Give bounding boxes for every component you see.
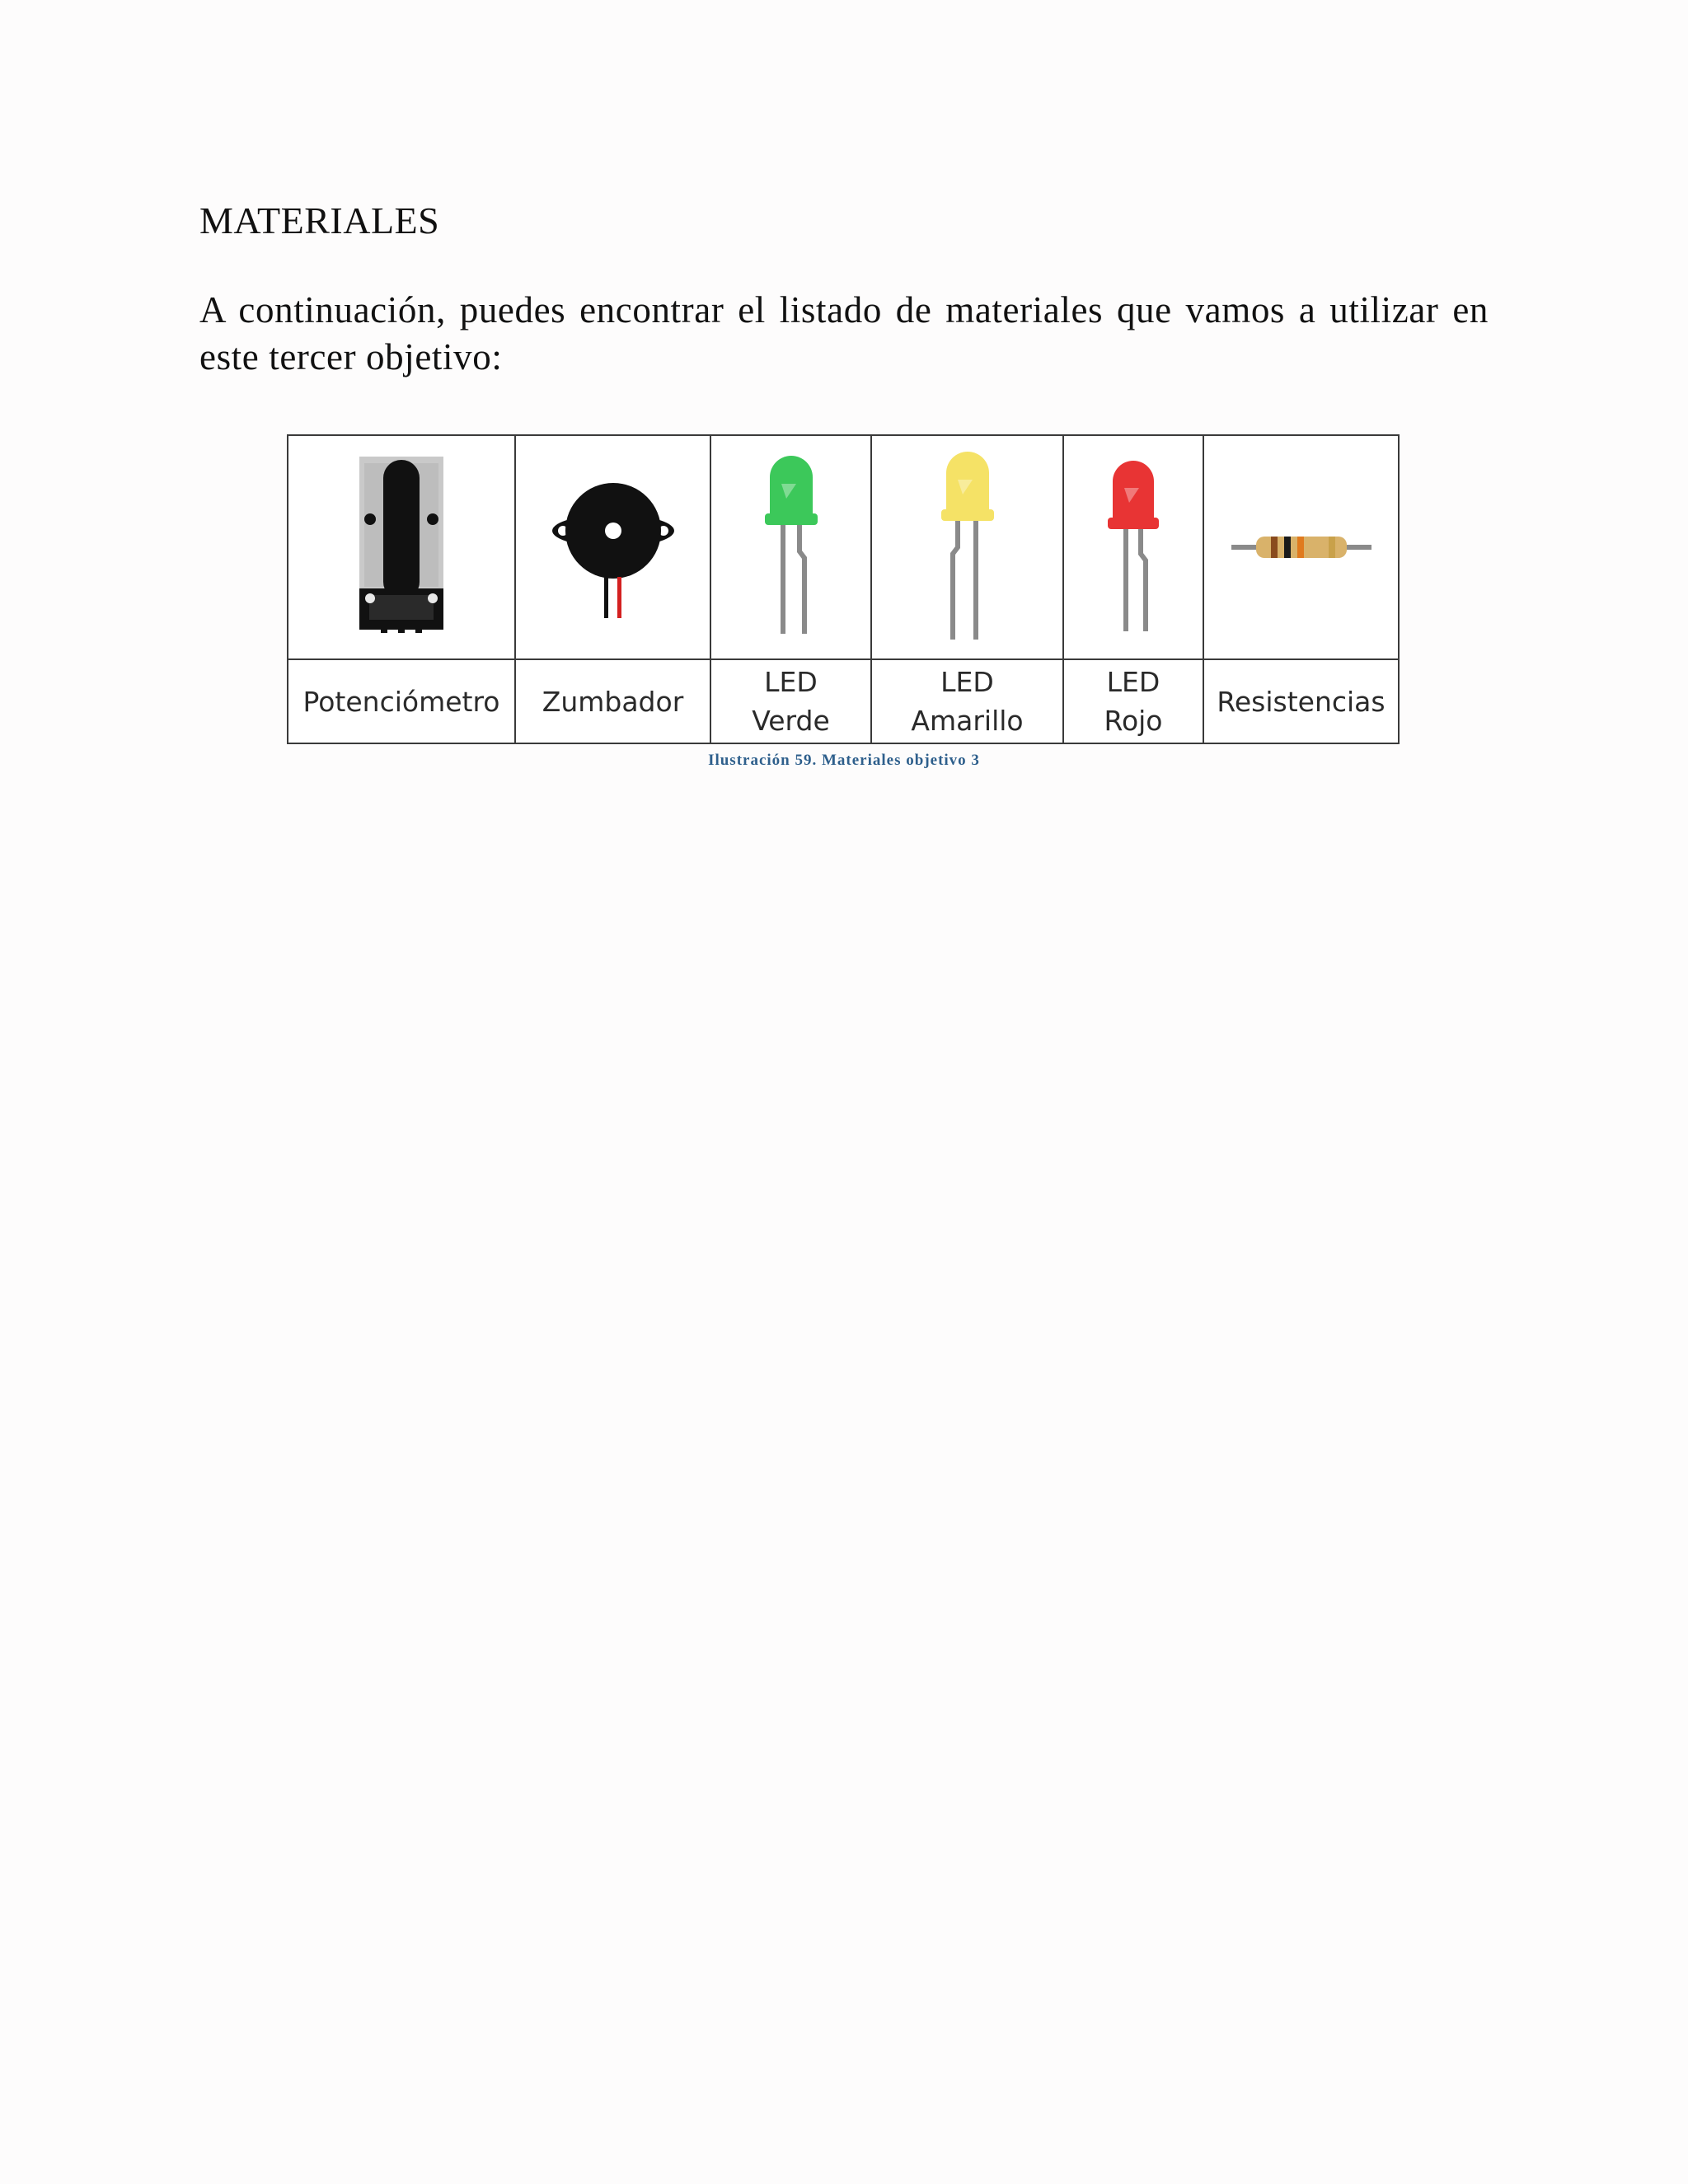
- resistor-icon: [1231, 527, 1372, 568]
- material-cell-potentiometer: [288, 435, 515, 659]
- material-label-led-yellow: LED Amarillo: [871, 659, 1063, 743]
- intro-paragraph: A continuación, puedes encontrar el listado de materiales que vamos a utilizar en este tercer objetivo:: [199, 289, 1489, 377]
- led-icon: [758, 452, 824, 642]
- material-label-led-red: LED Rojo: [1063, 659, 1203, 743]
- page-heading: MATERIALES: [199, 199, 440, 241]
- potentiometer-icon: [356, 457, 447, 638]
- material-cell-led-red: [1063, 435, 1203, 659]
- led-icon: [935, 448, 1001, 646]
- material-label-potentiometer: Potenciómetro: [288, 659, 515, 743]
- material-cell-resistor: [1203, 435, 1399, 659]
- material-label-led-green: LED Verde: [710, 659, 871, 743]
- figure-caption: Ilustración 59. Materiales objetivo 3: [708, 752, 980, 769]
- materials-figure: [287, 434, 1398, 743]
- material-cell-buzzer: [515, 435, 710, 659]
- material-cell-led-yellow: [871, 435, 1063, 659]
- material-cell-led-green: [710, 435, 871, 659]
- materials-table: [287, 434, 1400, 744]
- material-label-resistor: Resistencias: [1203, 659, 1399, 743]
- material-label-buzzer: Zumbador: [515, 659, 710, 743]
- buzzer-icon: [551, 465, 675, 630]
- led-icon: [1104, 457, 1162, 638]
